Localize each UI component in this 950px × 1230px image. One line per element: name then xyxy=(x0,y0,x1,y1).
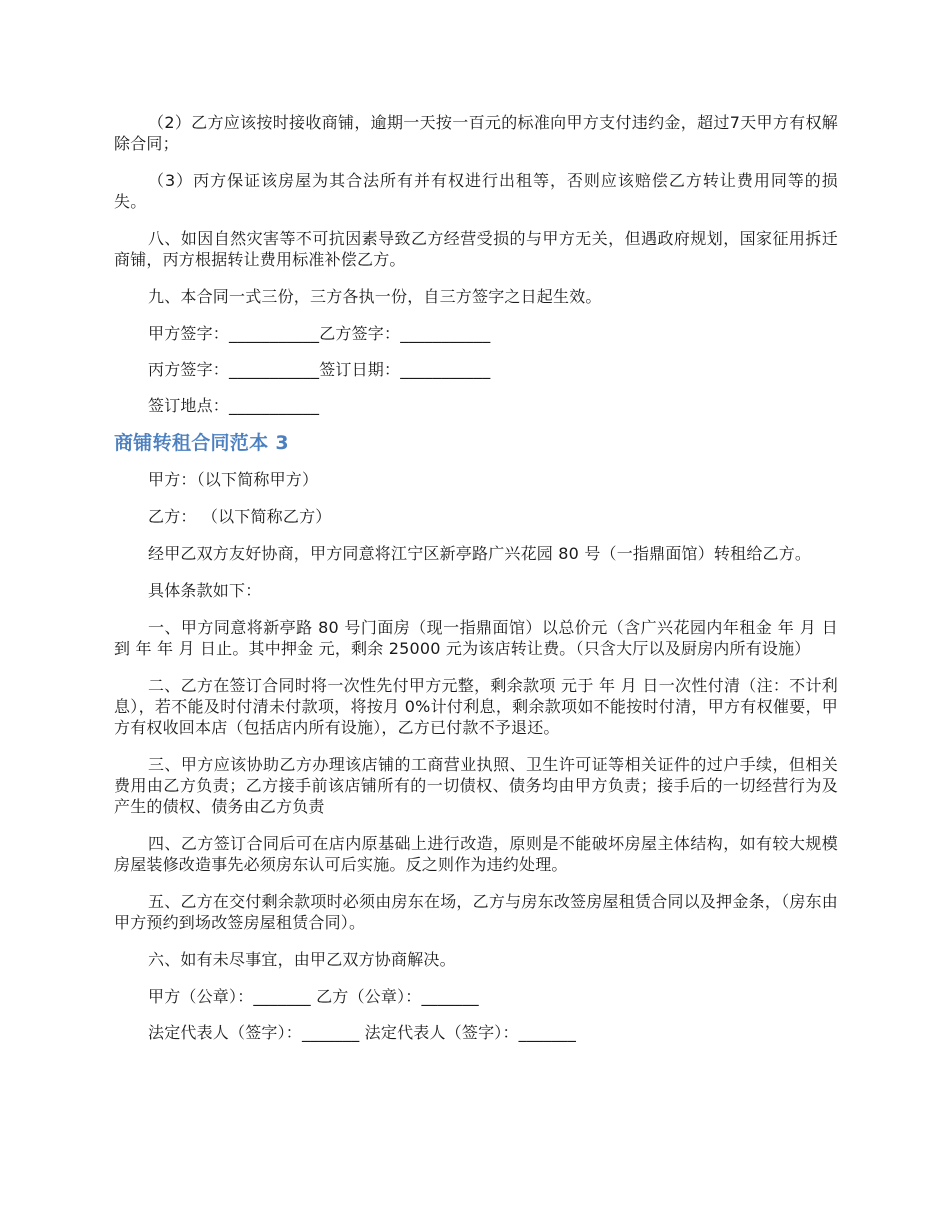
party-a-line: 甲方：（以下简称甲方） xyxy=(148,470,319,489)
document-page xyxy=(114,112,838,1058)
clause-three-paragraph: 三、甲方应该协助乙方办理该店铺的工商营业执照、卫生许可证等相关证件的过户手续，但相关费用由乙方负责；乙方接手前该店铺所有的一切债权、债务均由甲方负责；接手后的一切经营行为及产生的债权、债务由乙方负责 xyxy=(114,755,838,816)
clause-nine-paragraph: 九、本合同一式三份，三方各执一份，自三方签字之日起生效。 xyxy=(148,287,602,306)
clause-two-paragraph: 二、乙方在签订合同时将一次性先付甲方元整，剩余款项 元于 年 月 日一次性付清（注：不计利息），若不能及时付清未付款项，将按月 0%计付利息，剩余款项如不能按时付清，甲方有权催要，甲方有权收回本店（包括店内所有设施），乙方已付款不予退还。 xyxy=(114,676,838,737)
clause-six-paragraph: 六、如有未尽事宜，由甲乙双方协商解决。 xyxy=(148,950,456,969)
section-title: 商铺转租合同范本 3 xyxy=(114,432,289,454)
clause-four-paragraph: 四、乙方签订合同后可在店内原基础上进行改造，原则是不能破坏房屋主体结构，如有较大规模房屋装修改造事先必须房东认可后实施。反之则作为违约处理。 xyxy=(114,834,838,874)
legal-representative-line: 法定代表人（签字）：_______ 法定代表人（签字）：_______ xyxy=(148,1023,577,1042)
terms-heading: 具体条款如下： xyxy=(148,581,262,600)
signature-line-party-c-date: 丙方签字：___________签订日期：___________ xyxy=(148,360,491,379)
clause-2-paragraph: （2）乙方应该按时接收商铺，逾期一天按一百元的标准向甲方支付违约金，超过7天甲方有权解除合同； xyxy=(114,113,838,153)
intro-paragraph: 经甲乙双方友好协商，甲方同意将江宁区新亭路广兴花园 80 号（一指鼎面馆）转租给乙方。 xyxy=(148,544,812,563)
signature-line-location: 签订地点：___________ xyxy=(148,396,320,415)
party-b-line: 乙方： （以下简称乙方） xyxy=(148,507,332,526)
signature-line-party-a-b: 甲方签字：___________乙方签字：___________ xyxy=(148,324,491,343)
clause-eight-paragraph: 八、如因自然灾害等不可抗因素导致乙方经营受损的与甲方无关，但遇政府规划，国家征用拆迁商铺，丙方根据转让费用标准补偿乙方。 xyxy=(114,229,838,269)
clause-one-paragraph: 一、甲方同意将新亭路 80 号门面房（现一指鼎面馆）以总价元（含广兴花园内年租金 年 月 日到 年 年 月 日止。其中押金 元，剩余 25000 元为该店转让费。（只含大厅以及厨房内所有设施） xyxy=(114,618,838,658)
clause-3-paragraph: （3）丙方保证该房屋为其合法所有并有权进行出租等，否则应该赔偿乙方转让费用同等的损失。 xyxy=(114,171,838,211)
clause-five-paragraph: 五、乙方在交付剩余款项时必须由房东在场，乙方与房东改签房屋租赁合同以及押金条，（房东由甲方预约到场改签房屋租赁合同）。 xyxy=(114,892,838,932)
seal-line: 甲方（公章）：_______ 乙方（公章）：_______ xyxy=(148,987,479,1006)
